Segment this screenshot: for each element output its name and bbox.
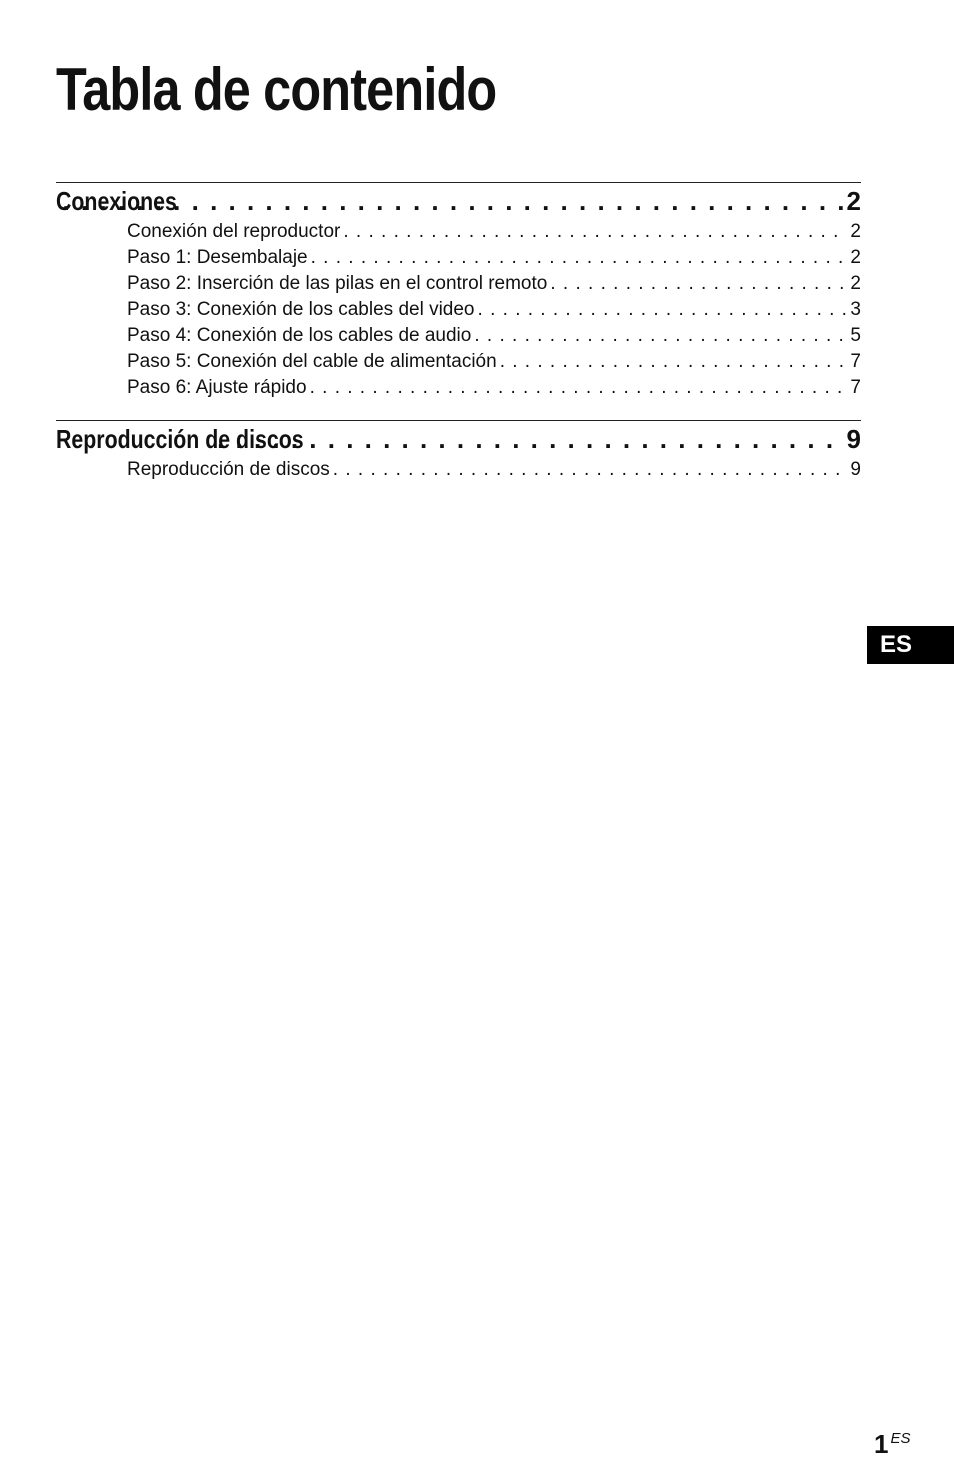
entry-label: Conexión del reproductor: [127, 221, 341, 242]
page-number: [874, 1422, 910, 1461]
dot-leader: [217, 421, 842, 457]
toc-entry[interactable]: [56, 245, 861, 271]
dot-leader: [62, 183, 842, 219]
entry-page: 2: [850, 221, 861, 242]
page-number-suffix: ES: [890, 1430, 911, 1447]
dot-leader: [310, 375, 847, 401]
dot-leader: [343, 219, 846, 245]
toc-section-reproduccion: [56, 420, 861, 483]
section-label: Conexiones: [56, 186, 177, 216]
entry-label: Reproducción de discos: [127, 459, 330, 480]
toc-entry[interactable]: [56, 349, 861, 375]
entry-page: 3: [850, 299, 861, 320]
entry-label: Paso 1: Desembalaje: [127, 247, 308, 268]
language-tab: ES: [867, 626, 954, 664]
entry-label: Paso 6: Ajuste rápido: [127, 377, 307, 398]
entry-label: Paso 4: Conexión de los cables de audio: [127, 325, 472, 346]
entry-page: 5: [850, 325, 861, 346]
toc-entry[interactable]: [56, 457, 861, 483]
entry-label: Paso 3: Conexión de los cables del video: [127, 299, 475, 320]
dot-leader: [311, 245, 847, 271]
toc-entry[interactable]: [56, 323, 861, 349]
entry-page: 7: [850, 377, 861, 398]
entry-label: Paso 5: Conexión del cable de alimentación: [127, 351, 497, 372]
toc-section-heading[interactable]: [56, 421, 861, 457]
dot-leader: [333, 457, 847, 483]
page-title: Tabla de contenido: [56, 56, 497, 123]
dot-leader: [550, 271, 846, 297]
toc-entry[interactable]: [56, 271, 861, 297]
entry-page: 2: [850, 273, 861, 294]
entry-label: Paso 2: Inserción de las pilas en el control remoto: [127, 273, 548, 294]
dot-leader: [478, 297, 847, 323]
toc-section-conexiones: [56, 182, 861, 401]
toc-entry[interactable]: [56, 219, 861, 245]
section-label: Reproducción de discos: [56, 424, 304, 454]
entry-page: 2: [850, 247, 861, 268]
toc-entry[interactable]: [56, 297, 861, 323]
entry-page: 7: [850, 351, 861, 372]
section-page: 2: [846, 186, 861, 216]
dot-leader: [474, 323, 846, 349]
toc-entry[interactable]: [56, 375, 861, 401]
section-page: 9: [846, 424, 861, 454]
dot-leader: [500, 349, 847, 375]
toc-section-heading[interactable]: [56, 183, 861, 219]
entry-page: 9: [850, 459, 861, 480]
page-number-value: 1: [874, 1429, 889, 1459]
